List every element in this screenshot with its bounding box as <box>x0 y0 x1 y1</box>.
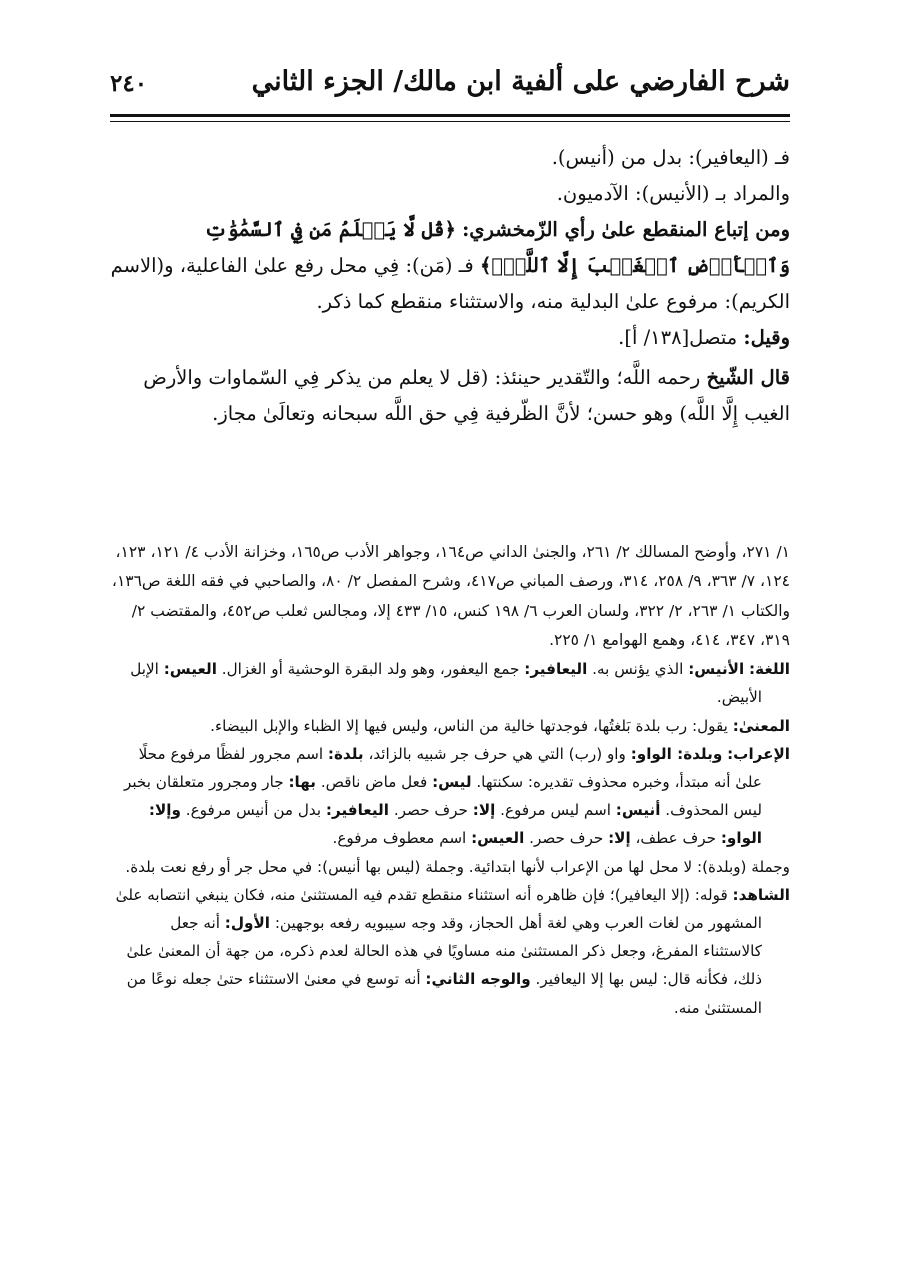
footnote-shahid: الشاهد: قوله: (إلا اليعافير)؛ فإن ظاهره أنه استثناء منقطع تقدم فيه المستثنىٰ منه، فكان ينبغي انتصابه علىٰ المشهور من لغات العرب وهي لغة أهل الحجاز، وقد وجه سيبويه رفعه بوجهين: الأول: أنه جعل كالاستثناء المفرغ، وجعل ذكر المستثنىٰ منه مساويًا في هذه الحالة لعدم ذكره، من جهة أن المعنىٰ علىٰ ذلك، فكأنه قال: ليس بها إلا اليعافير. والوجه الثاني: أنه توسع في معنىٰ الاستثناء حتىٰ جعله نوعًا من المستثنىٰ منه. <box>115 885 790 1017</box>
footnote-sources: ١/ ٢٧١، وأوضح المسالك ٢/ ٢٦١، والجنىٰ الداني ص١٦٤، وجواهر الأدب ص١٦٥، وخزانة الأدب ٤/ ١٢١، ١٢٣، ١٢٤، ٧/ ٣٦٣، ٩/ ٢٥٨، ٣١٤، ورصف المباني ص٤١٧، وشرح المفصل ٢/ ٨٠، والصاحبي في فقه اللغة ص١٣٦، والكتاب ١/ ٢٦٣، ٢/ ٣٢٢، ولسان العرب ٦/ ١٩٨ كنس، ١٥/ ٤٣٣ إلا، ومجالس ثعلب ص٤٥٢، والمقتضب ٢/ ٣١٩، ٣٤٧، ٤١٤، وهمع الهوامع ١/ ٢٢٥. <box>111 543 790 649</box>
paragraph-4-lead: وقيل: <box>743 326 790 349</box>
paragraph-3-lead: ومن إتباع المنقطع علىٰ رأي الزّمخشري: <box>462 218 790 241</box>
footnote-lugha: اللغة: الأنيس: الذي يؤنس به. اليعافير: جمع اليعفور، وهو ولد البقرة الوحشية أو الغزال. العيس: الإبل الأبيض. <box>130 660 790 707</box>
header-rule-thin <box>110 121 790 122</box>
paragraph-5-rest: رحمه اللَّه؛ والتّقدير حينئذ: (قل لا يعلم من يذكر فِي السّماوات والأرض الغيب إِلَّا اللَّه) وهو حسن؛ لأنَّ الظّرفية فِي حق اللَّه سبحانه وتعالَىٰ مجاز. <box>143 366 790 425</box>
paragraph-4 <box>110 320 790 356</box>
running-title: شرح الفارضي على ألفية ابن مالك/ الجزء الثاني <box>251 66 790 97</box>
paragraph-3-rest: فـ (مَن): فِي محل رفع علىٰ الفاعلية، و(الاسم الكريم): مرفوع علىٰ البدلية منه، والاستثناء منقطع كما ذكر. <box>110 254 790 313</box>
paragraph-3 <box>110 212 790 320</box>
paragraph-1: فـ (اليعافير): بدل من (أنيس). <box>551 146 790 169</box>
header-rule-thick <box>110 114 790 117</box>
paragraph-5 <box>110 360 790 432</box>
paragraph-5-lead: قال الشّيخ <box>706 366 790 389</box>
footnote-mana: المعنىٰ: يقول: رب بلدة بَلغتُها، فوجدتها خالية من الناس، وليس فيها إلا الظباء والإبل البيضاء. <box>210 716 790 735</box>
page-header <box>110 62 790 108</box>
footnotes <box>110 538 790 1022</box>
footnote-irab: الإعراب: وبلدة: الواو: واو (رب) التي هي حرف جر شبيه بالزائد، بلدة: اسم مجرور لفظًا مرفوع محلًا علىٰ أنه مبتدأ، وخبره محذوف تقديره: سكنتها. ليس: فعل ماض ناقص. بها: جار ومجرور متعلقان بخبر ليس المحذوف. أنيس: اسم ليس مرفوع. إلا: حرف حصر. اليعافير: بدل من أنيس مرفوع. وإلا: الواو: حرف عطف، إلا: حرف حصر. العيس: اسم معطوف مرفوع. <box>123 744 790 848</box>
main-text <box>110 140 790 432</box>
paragraph-4-rest: متصل[١٣٨/ أ]. <box>618 326 738 349</box>
page-number: ٢٤٠ <box>110 70 148 97</box>
quran-verse: ﴿قُل لَّا يَعۡلَمُ مَن فِي ٱلسَّمَٰوَٰتِ وَٱلۡأَرۡضِ ٱلۡغَيۡبَ إِلَّا ٱللَّهُۚ﴾ <box>204 218 790 277</box>
footnote-jumla: وجملة (وبلدة): لا محل لها من الإعراب لأنها ابتدائية. وجملة (ليس بها أنيس): في محل جر أو رفع نعت بلدة. <box>125 857 790 876</box>
paragraph-2: والمراد بـ (الأنيس): الآدميون. <box>556 182 790 205</box>
